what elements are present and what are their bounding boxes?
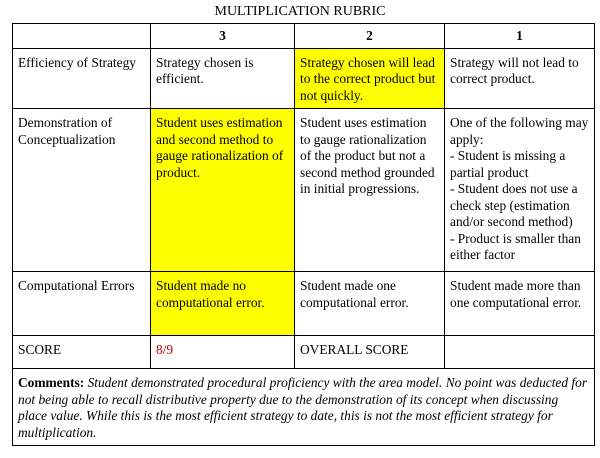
criterion-computational-errors: Computational Errors: [13, 272, 151, 336]
score-value: 8/9: [151, 336, 295, 369]
conceptualization-level-1-item: - Student does not use a check step (estimation and/or second method): [450, 181, 578, 229]
computational-errors-level-1: Student made more than one computational error.: [445, 272, 595, 336]
rubric-table: [12, 23, 595, 446]
conceptualization-level-1-intro: One of the following may apply:: [450, 115, 589, 147]
score-label: SCORE: [13, 336, 151, 369]
comments-text: Student demonstrated procedural proficiency with the area model. No point was deducted for not being able to recall distributive property due to the demonstration of its concept when discussing place value. While this is the most efficient strategy to date, this is not the most efficient strategy for multiplication.: [18, 375, 588, 440]
comments-cell: [13, 369, 595, 446]
comments-label: Comments:: [18, 375, 85, 390]
criterion-efficiency: Efficiency of Strategy: [13, 48, 151, 109]
header-row: [13, 24, 595, 49]
conceptualization-level-2: Student uses estimation to gauge rationalization of the product but not a second method grounded in initial progressions.: [295, 109, 445, 272]
conceptualization-level-1-item: - Student is missing a partial product: [450, 148, 566, 180]
conceptualization-level-1-item: - Product is smaller than either factor: [450, 230, 581, 262]
header-level-1: 1: [445, 24, 595, 49]
header-blank-cell: [13, 24, 151, 49]
efficiency-level-3: Strategy chosen is efficient.: [151, 48, 295, 109]
row-score: [13, 336, 595, 369]
conceptualization-level-3: Student uses estimation and second method to gauge rationalization of product.: [151, 109, 295, 272]
efficiency-level-1: Strategy will not lead to correct product.: [445, 48, 595, 109]
row-conceptualization: [13, 109, 595, 272]
header-level-2: 2: [295, 24, 445, 49]
computational-errors-level-2: Student made one computational error.: [295, 272, 445, 336]
conceptualization-level-1: [445, 109, 595, 272]
row-comments: [13, 369, 595, 446]
overall-score-label: OVERALL SCORE: [295, 336, 445, 369]
row-efficiency: [13, 48, 595, 109]
criterion-conceptualization: Demonstration of Conceptualization: [13, 109, 151, 272]
rubric-title: MULTIPLICATION RUBRIC: [214, 4, 386, 19]
overall-score-value: [445, 336, 595, 369]
header-level-3: 3: [151, 24, 295, 49]
computational-errors-level-3: Student made no computational error.: [151, 272, 295, 336]
efficiency-level-2: Strategy chosen will lead to the correct product but not quickly.: [295, 48, 445, 109]
row-computational-errors: [13, 272, 595, 336]
